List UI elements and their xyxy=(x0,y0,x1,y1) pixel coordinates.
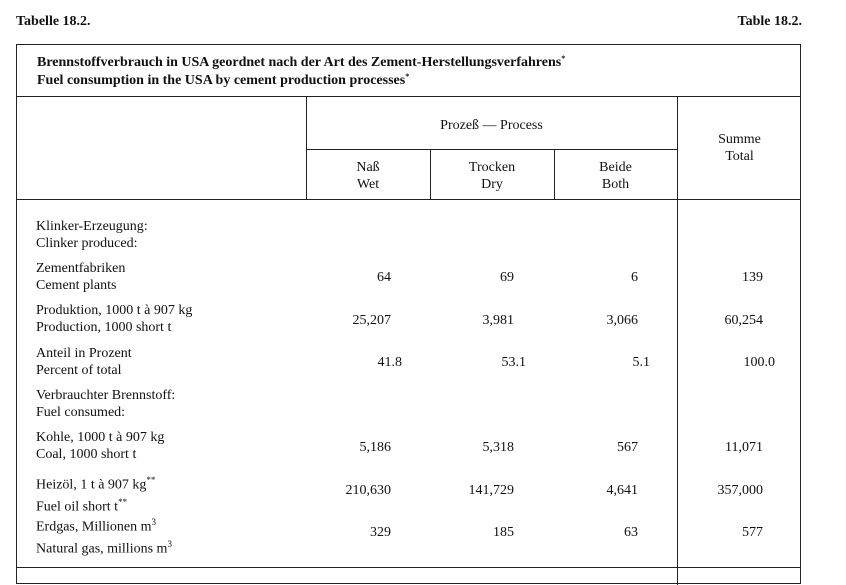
cell-plants-total: 139 xyxy=(742,270,763,285)
row-label-coal: Kohle, 1000 t à 907 kg Coal, 1000 short t xyxy=(36,430,165,462)
cell-percent-wet: 41.8 xyxy=(377,355,402,370)
cell-coal-wet: 5,186 xyxy=(359,440,391,455)
cell-natural-gas-dry: 185 xyxy=(493,525,514,540)
process-group-header: Prozeß — Process xyxy=(440,118,543,133)
table-frame xyxy=(16,44,801,584)
table-number-de: Tabelle 18.2. xyxy=(16,14,91,29)
col-total-header: Summe Total xyxy=(718,132,761,164)
cell-plants-both: 6 xyxy=(631,270,638,285)
process-rule xyxy=(306,149,677,150)
cell-coal-both: 567 xyxy=(617,440,638,455)
cell-percent-total: 100.0 xyxy=(743,355,775,370)
table-title-de: Brennstoffverbrauch in USA geordnet nach der Art des Zement-Herstellungsverfahrens* xyxy=(37,54,566,70)
cell-production-both: 3,066 xyxy=(606,313,638,328)
col-both-header: Beide Both xyxy=(599,160,632,192)
cell-production-wet: 25,207 xyxy=(352,313,391,328)
row-label-fuel-oil: Heizöl, 1 t à 907 kg** Fuel oil short t** xyxy=(36,475,156,515)
row-label-natural-gas: Erdgas, Millionen $m^3$ Natural gas, millions $m^3$ xyxy=(36,517,172,557)
cell-natural-gas-wet: 329 xyxy=(370,525,391,540)
cell-fuel-oil-dry: 141,729 xyxy=(468,483,514,498)
cell-production-dry: 3,981 xyxy=(482,313,514,328)
col-rule-4 xyxy=(677,96,678,585)
cell-plants-wet: 64 xyxy=(377,270,391,285)
row-label-plants: Zementfabriken Cement plants xyxy=(36,261,126,293)
table-title-box xyxy=(17,45,800,97)
cell-fuel-oil-total: 357,000 xyxy=(717,483,763,498)
row-label-production: Produktion, 1000 t à 907 kg Production, 1000 short t xyxy=(36,303,193,335)
cell-coal-total: 11,071 xyxy=(725,440,763,455)
row-label-fuel-consumed: Verbrauchter Brennstoff: Fuel consumed: xyxy=(36,388,176,420)
col-dry-header: Trocken Dry xyxy=(468,160,516,192)
table-number-en: Table 18.2. xyxy=(737,14,802,29)
header-rule xyxy=(17,199,800,200)
bottom-rule xyxy=(17,567,800,568)
table-title-en: Fuel consumption in the USA by cement production processes* xyxy=(37,72,410,88)
cell-fuel-oil-both: 4,641 xyxy=(606,483,638,498)
cell-fuel-oil-wet: 210,630 xyxy=(345,483,391,498)
cell-coal-dry: 5,318 xyxy=(482,440,514,455)
col-wet-header: Naß Wet xyxy=(356,160,380,192)
cell-natural-gas-total: 577 xyxy=(742,525,763,540)
cell-percent-both: 5.1 xyxy=(632,355,650,370)
cell-production-total: 60,254 xyxy=(724,313,763,328)
cell-plants-dry: 69 xyxy=(500,270,514,285)
row-label-percent: Anteil in Prozent Percent of total xyxy=(36,346,132,378)
cell-natural-gas-both: 63 xyxy=(624,525,638,540)
row-label-clinker: Klinker-Erzeugung: Clinker produced: xyxy=(36,219,148,251)
cell-percent-dry: 53.1 xyxy=(501,355,526,370)
